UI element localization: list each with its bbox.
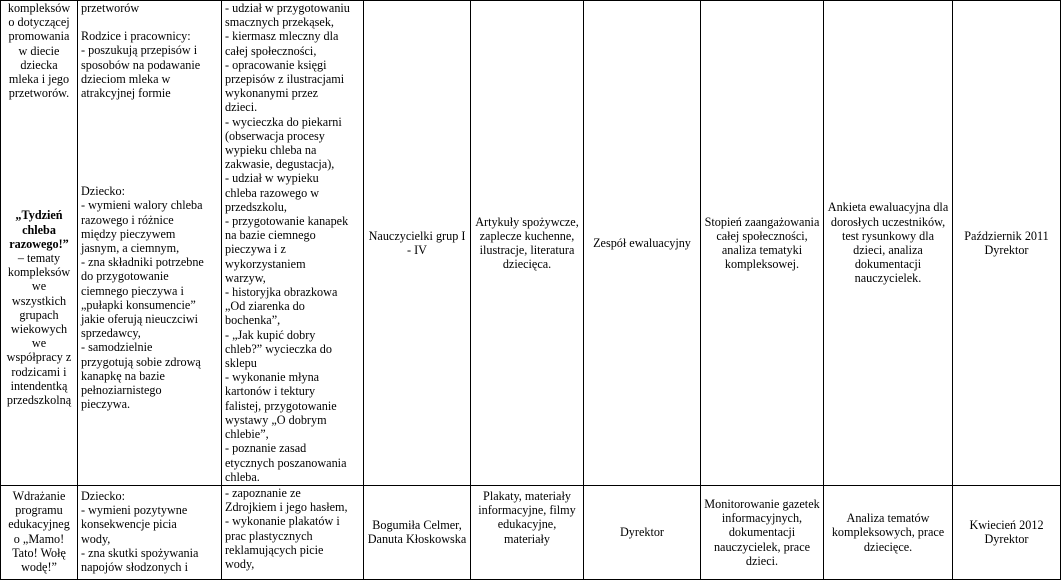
task-cell	[1, 1, 78, 486]
text-line: - wycieczka do piekarni	[225, 114, 342, 129]
text-line: chlebie”,	[225, 427, 269, 442]
text-line: - samodzielnie	[81, 340, 153, 355]
text-line: - wykonanie plakatów i	[225, 514, 340, 529]
text-line: kanapkę na bazie	[81, 368, 165, 383]
text-line: kompleksów	[7, 1, 71, 15]
text-line: przepisów z ilustracjami	[225, 72, 345, 87]
text-line: przetworów.	[8, 86, 70, 101]
text-line: wykonanymi przez	[225, 86, 319, 101]
text-line: o dotyczącej	[8, 15, 70, 30]
text-line: Rodzice i pracownicy:	[81, 29, 191, 44]
task-top-text	[4, 1, 74, 100]
text-line: - historyjka obrazkowa	[225, 285, 338, 300]
text-line: - zna skutki spożywania	[81, 545, 199, 560]
goals-cell	[78, 485, 222, 579]
text-line: do przygotowanie	[81, 269, 169, 284]
text-line: - wymieni pozytywne	[81, 503, 188, 518]
text-line: etycznych poszanowania	[225, 455, 347, 470]
text-line: - wymieni walory chleba	[81, 198, 203, 213]
text-line: razowego i różnice	[81, 212, 174, 227]
criteria-cell: Stopień zaangażowania całej społeczności, analiza tematyki kompleksowej.	[701, 1, 824, 486]
text-line: - zapoznanie ze	[225, 485, 301, 500]
evaluator-cell: Zespół ewaluacyjny	[584, 1, 701, 486]
text-line: wody,	[225, 556, 255, 571]
text-line: chleb?” wycieczka do	[225, 341, 332, 356]
text-line: pieczywa i z	[225, 242, 286, 257]
text-line: sprzedawcy,	[81, 326, 141, 341]
text-line: mleka i jego	[8, 72, 70, 87]
text-line: przetworów	[81, 1, 140, 15]
text-line: - „Jak kupić dobry	[225, 327, 316, 342]
goals-lines-b	[81, 29, 218, 100]
text-line: kartonów i tektury	[225, 384, 316, 399]
text-line: - opracowanie księgi	[225, 57, 327, 72]
text-line: całej społeczności,	[225, 43, 317, 58]
text-line: - zna składniki potrzebne	[81, 255, 204, 270]
text-line: promowania	[8, 29, 70, 44]
text-line: - udział w wypieku	[225, 171, 319, 186]
text-line: reklamujących picie	[225, 542, 324, 557]
text-line: na bazie ciemnego	[225, 228, 316, 243]
criteria-cell: Monitorowanie gazetek informacyjnych, dokumentacji nauczycielek, prace dzieci.	[701, 485, 824, 579]
text-line: - przygotowanie kanapek	[225, 214, 349, 229]
text-line: dzieciom mleka w	[81, 71, 171, 86]
text-line: sposobów na podawanie	[81, 57, 201, 72]
text-line: chleba.	[225, 469, 260, 484]
text-line: Dziecko:	[81, 488, 125, 503]
text-line: - poznanie zasad	[225, 441, 307, 456]
text-line: - wykonanie młyna	[225, 370, 320, 385]
text-line: Zdrojkiem i jego hasłem,	[225, 500, 348, 515]
text-line: wystawy „O dobrym	[225, 412, 327, 427]
table-row	[1, 485, 1061, 579]
activities-lines	[225, 486, 360, 571]
date-cell	[953, 1, 1061, 486]
goals-lines-c	[81, 184, 218, 411]
text-line: Dziecko:	[81, 184, 125, 199]
responsible-cell: Bogumiła Celmer, Danuta Kłoskowska	[364, 485, 471, 579]
date-person: Dyrektor	[984, 532, 1029, 547]
date-person: Dyrektor	[984, 242, 1029, 257]
text-line: napojów słodzonych i	[81, 559, 188, 574]
task-cell: Wdrażanie programu edukacyjneg o „Mamo! Tato! Wołę wodę!”	[1, 485, 78, 579]
text-line: wody,	[81, 531, 111, 546]
activities-cell	[222, 485, 364, 579]
activities-cell	[222, 1, 364, 486]
text-line: dzieci.	[225, 100, 258, 115]
goals-cell	[78, 1, 222, 486]
text-line: przedszkolu,	[225, 199, 287, 214]
goals-lines-a	[81, 1, 218, 15]
text-line: konsekwencje picia	[81, 517, 177, 532]
task-theme-title: „Tydzień chleba razowego!”	[9, 208, 69, 251]
text-line: warzyw,	[225, 270, 266, 285]
resources-cell: Artykuły spożywcze, zaplecze kuchenne, ilustracje, literatura dziecięca.	[471, 1, 584, 486]
table-row	[1, 1, 1061, 486]
text-line: w diecie	[18, 43, 60, 58]
date-cell	[953, 485, 1061, 579]
text-line: zakwasie, degustacja),	[225, 157, 335, 172]
text-line: bochenka”,	[225, 313, 281, 328]
text-line: - poszukują przepisów i	[81, 43, 198, 58]
text-line: „Od ziarenka do	[225, 299, 305, 314]
activities-lines	[225, 1, 360, 484]
goals-lines	[81, 489, 218, 574]
resources-cell: Plakaty, materiały informacyjne, filmy edukacyjne, materiały	[471, 485, 584, 579]
text-line: prac plastycznych	[225, 528, 313, 543]
text-line: jasnym, a ciemnym,	[81, 241, 180, 256]
text-line: smacznych przekąsek,	[225, 15, 334, 30]
evaluator-cell: Dyrektor	[584, 485, 701, 579]
date-text: Październik 2011	[964, 228, 1049, 243]
text-line: między pieczywem	[81, 226, 176, 241]
text-line: pieczywa.	[81, 397, 131, 412]
text-line: (obserwacja procesy	[225, 128, 325, 143]
text-line: chleba razowego w	[225, 185, 320, 200]
text-line: sklepu	[225, 356, 257, 371]
text-line: falistej, przygotowanie	[225, 398, 337, 413]
text-line: - kiermasz mleczny dla	[225, 29, 339, 44]
tools-cell: Ankieta ewaluacyjna dla dorosłych uczestników, test rysunkowy dla dzieci, analiza dokumentacji nauczycielek.	[824, 1, 953, 486]
text-line: jakie oferują nieuczciwi	[81, 312, 199, 327]
responsible-cell: Nauczycielki grup I - IV	[364, 1, 471, 486]
text-line: wykorzystaniem	[225, 256, 306, 271]
date-text: Kwiecień 2012	[969, 518, 1044, 533]
task-theme-text: – tematy kompleksów we wszystkich grupach wiekowych we współpracy z rodzicami i intendentką przedszkolną	[6, 251, 72, 408]
text-line: atrakcyjnej formie	[81, 86, 171, 101]
text-line: pełnoziarnistego	[81, 383, 162, 398]
text-line: ciemnego pieczywa i	[81, 283, 184, 298]
text-line: dziecka	[20, 57, 58, 72]
tools-cell: Analiza tematów kompleksowych, prace dziecięce.	[824, 485, 953, 579]
text-line: przygotują sobie zdrową	[81, 354, 201, 369]
text-line: - udział w przygotowaniu	[225, 1, 350, 15]
text-line: wypieku chleba na	[225, 143, 317, 158]
text-line: „pułapki konsumencie”	[81, 297, 196, 312]
